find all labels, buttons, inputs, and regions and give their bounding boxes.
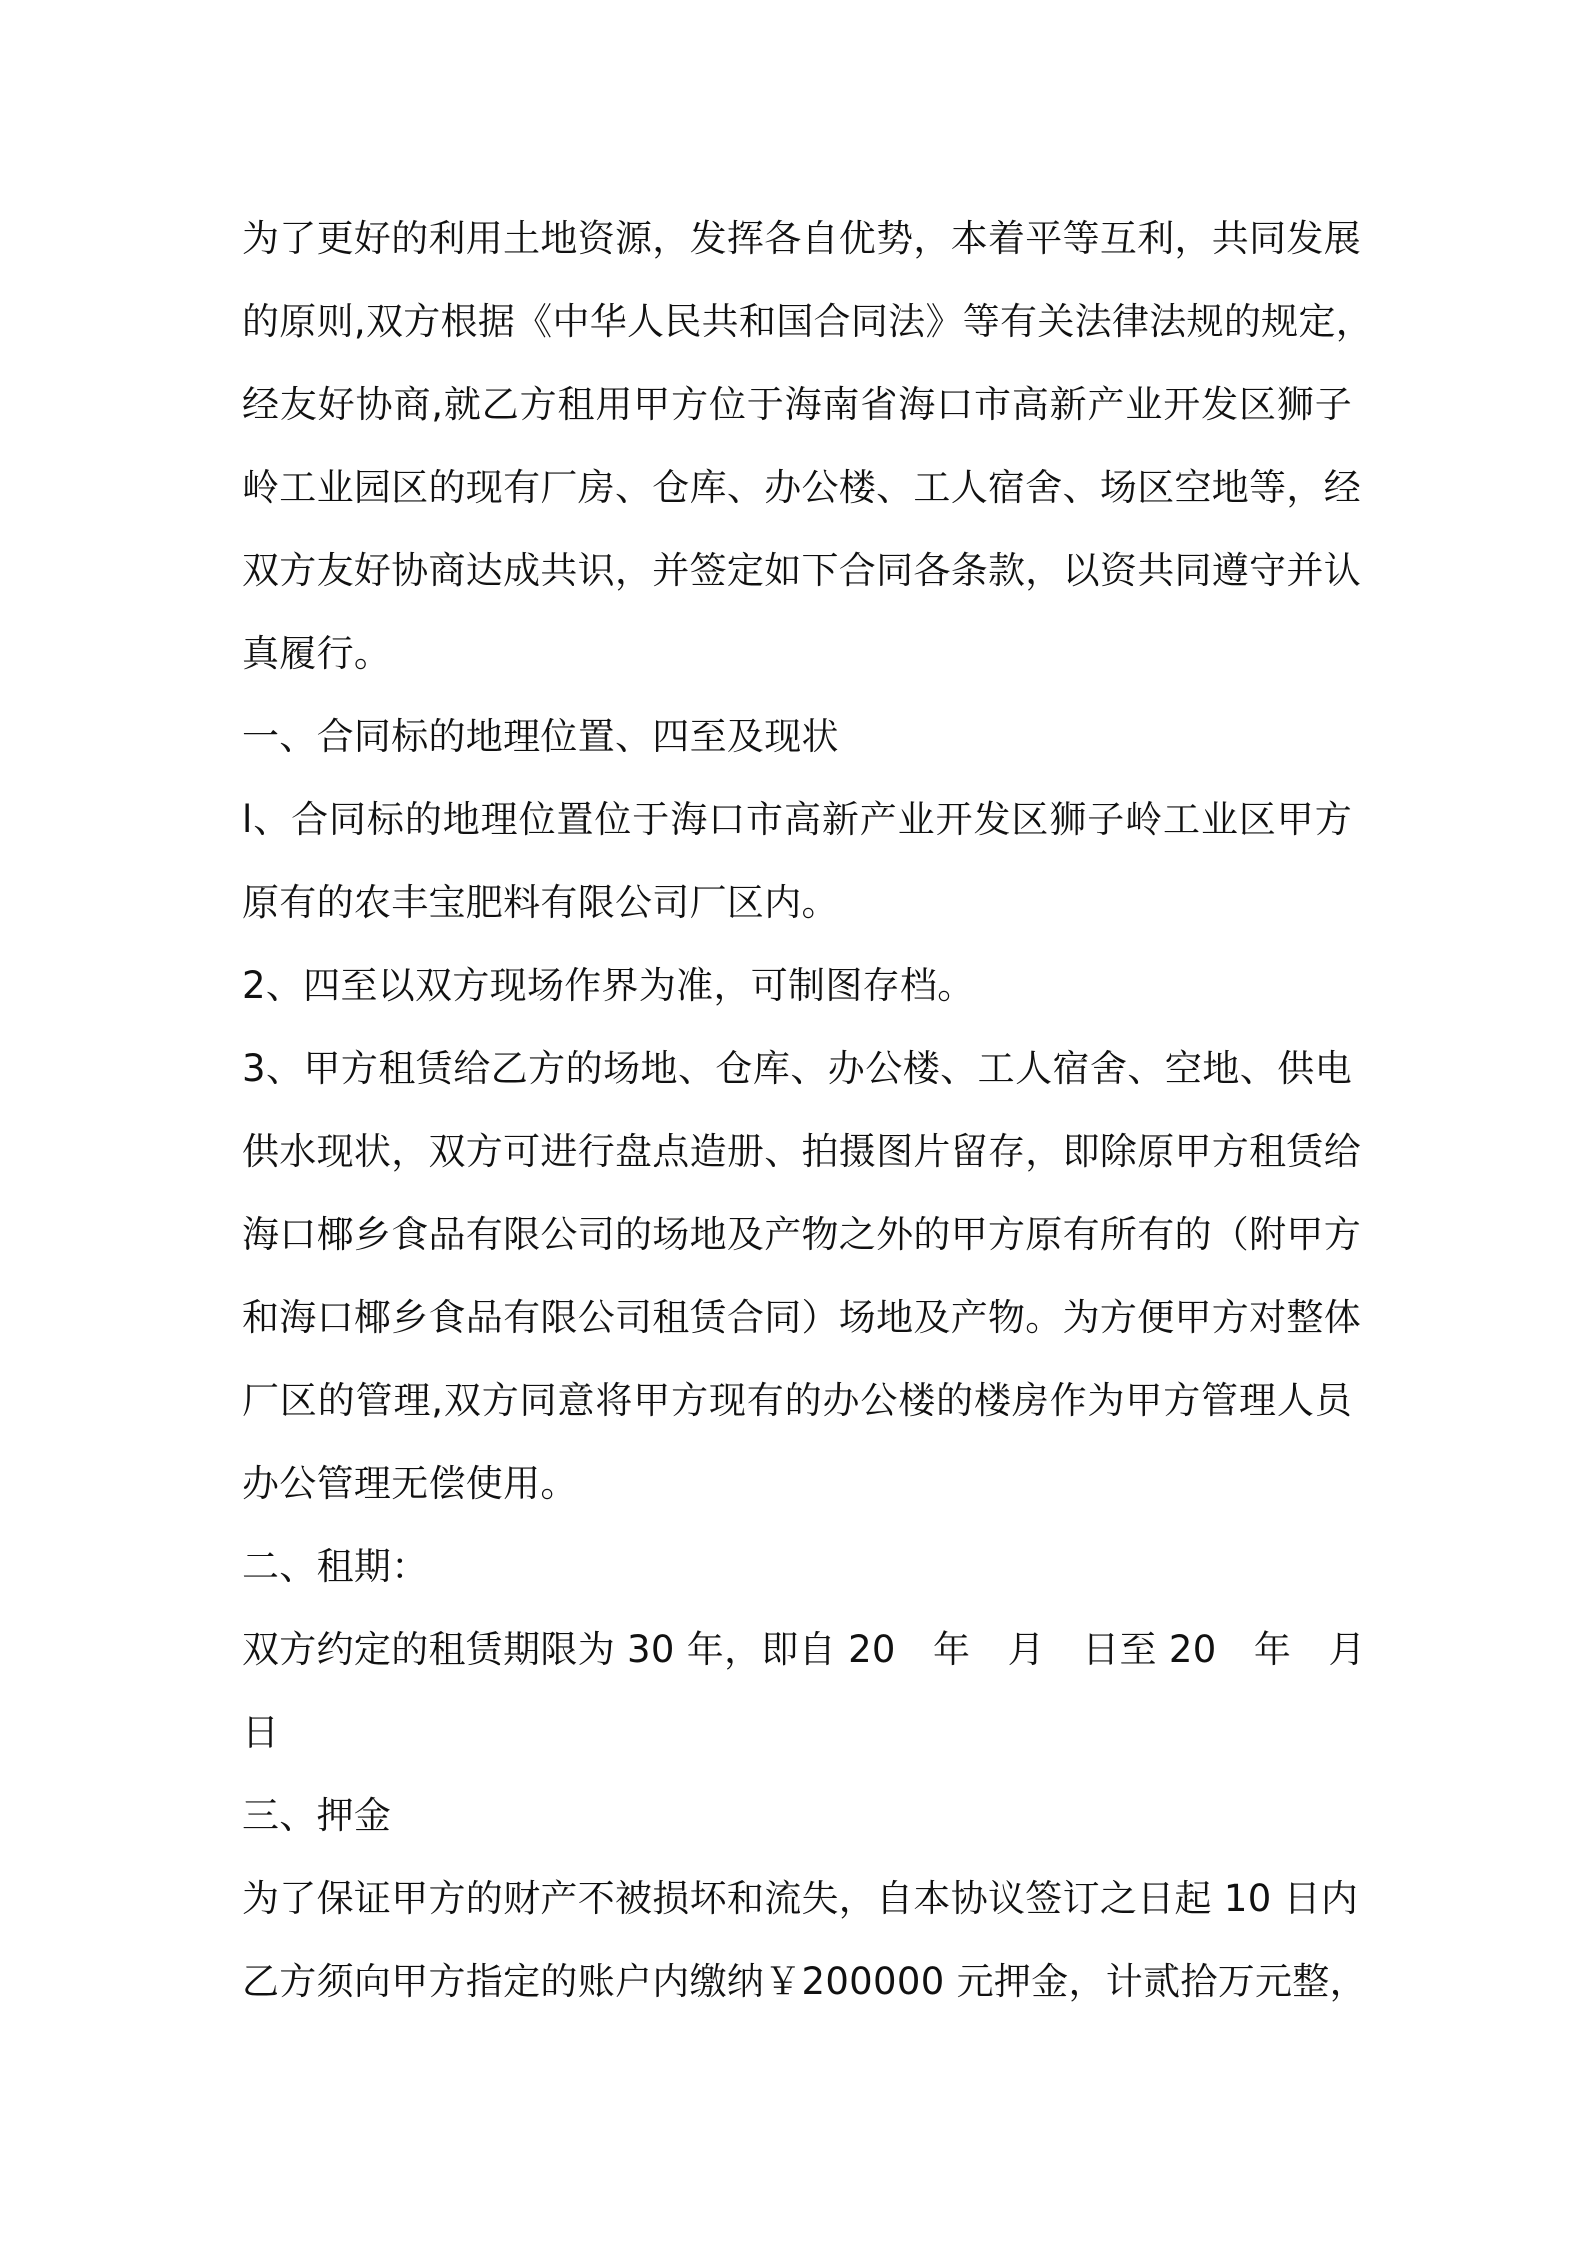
text-line: 真履行。 bbox=[242, 632, 392, 675]
text-line: 和海口椰乡食品有限公司租赁合同）场地及产物。为方便甲方对整体 bbox=[242, 1296, 1361, 1339]
text-line: 三、押金 bbox=[242, 1794, 392, 1837]
text-line: 的原则,双方根据《中华人民共和国合同法》等有关法律法规的规定， bbox=[242, 300, 1374, 343]
text-line: 原有的农丰宝肥料有限公司厂区内。 bbox=[242, 881, 839, 924]
text-line: 供水现状，双方可进行盘点造册、拍摄图片留存，即除原甲方租赁给 bbox=[242, 1130, 1361, 1173]
text-line: 岭工业园区的现有厂房、仓库、办公楼、工人宿舍、场区空地等，经 bbox=[242, 466, 1361, 509]
text-line: 一、合同标的地理位置、四至及现状 bbox=[242, 715, 839, 758]
text-line: 双方友好协商达成共识，并签定如下合同各条款，以资共同遵守并认 bbox=[242, 549, 1361, 592]
text-line: 3、甲方租赁给乙方的场地、仓库、办公楼、工人宿舍、空地、供电 bbox=[242, 1047, 1352, 1090]
contract-text-body bbox=[242, 197, 1374, 2023]
text-line: l、合同标的地理位置位于海口市高新产业开发区狮子岭工业区甲方 bbox=[242, 798, 1352, 841]
text-line: 经友好协商,就乙方租用甲方位于海南省海口市高新产业开发区狮子 bbox=[242, 383, 1352, 426]
text-line: 乙方须向甲方指定的账户内缴纳￥200000 元押金，计贰拾万元整， bbox=[242, 1960, 1367, 2003]
text-line: 办公管理无偿使用。 bbox=[242, 1462, 578, 1505]
text-line: 海口椰乡食品有限公司的场地及产物之外的甲方原有所有的（附甲方 bbox=[242, 1213, 1361, 1256]
text-line: 二、租期： bbox=[242, 1545, 429, 1588]
text-line: 2、四至以双方现场作界为准，可制图存档。 bbox=[242, 964, 975, 1007]
text-line: 为了保证甲方的财产不被损坏和流失，自本协议签订之日起 10 日内 bbox=[242, 1877, 1359, 1920]
text-line: 厂区的管理,双方同意将甲方现有的办公楼的楼房作为甲方管理人员 bbox=[242, 1379, 1352, 1422]
text-line: 双方约定的租赁期限为 30 年，即自 20 年 月 日至 20 年 月 bbox=[242, 1628, 1366, 1671]
text-line: 为了更好的利用土地资源，发挥各自优势，本着平等互利，共同发展 bbox=[242, 217, 1361, 260]
text-line: 日 bbox=[242, 1711, 280, 1754]
